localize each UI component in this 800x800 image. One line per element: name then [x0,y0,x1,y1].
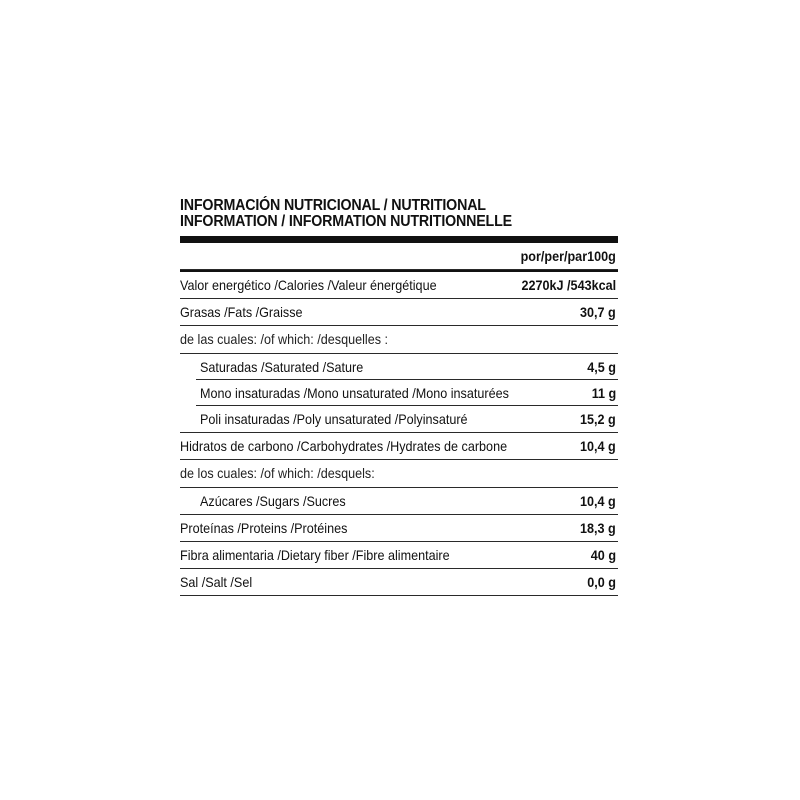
nutrient-row-carbs-of-which [180,460,618,487]
nutrient-row-energy [180,272,618,299]
nutrient-value: 2270kJ /543kcal [521,277,616,293]
nutrient-label: de las cuales: /of which: /desquelles : [180,331,389,347]
nutrient-value: 30,7 g [580,304,616,320]
label-title-line-2: INFORMATION / INFORMATION NUTRITIONNELLE [180,213,512,230]
nutrient-label: Saturadas /Saturated /Sature [200,359,364,375]
nutrient-label: Azúcares /Sugars /Sucres [200,493,346,509]
nutrient-value: 4,5 g [587,359,616,375]
column-header-row [180,243,618,270]
nutrient-row-fats [180,299,618,326]
nutrient-row-carbohydrates [180,433,618,460]
nutrient-value: 11 g [591,385,616,401]
nutrition-label [180,198,618,596]
nutrient-row-mono-unsaturated [180,380,618,406]
nutrient-label: Valor energético /Calories /Valeur énergétique [180,277,437,293]
nutrient-label: Hidratos de carbono /Carbohydrates /Hydrates de carbone [180,438,508,454]
nutrient-label: Fibra alimentaria /Dietary fiber /Fibre alimentaire [180,547,450,563]
title-divider [180,236,618,243]
nutrient-row-salt [180,569,618,596]
nutrient-label: Proteínas /Proteins /Protéines [180,520,348,536]
nutrient-label: Mono insaturadas /Mono unsaturated /Mono insaturées [200,385,509,401]
nutrient-label: Sal /Salt /Sel [180,574,253,590]
per-100g-header: por/per/par100g [520,248,616,264]
nutrient-value: 15,2 g [580,411,616,427]
nutrient-label: Grasas /Fats /Graisse [180,304,303,320]
nutrient-row-sugars [180,487,618,515]
nutrient-row-fats-of-which [180,326,618,353]
nutrient-value: 18,3 g [580,520,616,536]
nutrient-value: 0,0 g [587,574,616,590]
nutrient-row-fiber [180,542,618,569]
nutrient-row-proteins [180,515,618,542]
nutrient-value: 40 g [590,547,616,563]
nutrient-row-saturated [180,353,618,380]
label-title-line-1: INFORMACIÓN NUTRICIONAL / NUTRITIONAL [180,197,486,214]
nutrient-row-poly-unsaturated [180,406,618,433]
nutrient-value: 10,4 g [580,493,616,509]
nutrient-label: Poli insaturadas /Poly unsaturated /Polyinsaturé [200,411,468,427]
nutrient-label: de los cuales: /of which: /desquels: [180,465,375,481]
nutrient-value: 10,4 g [580,438,616,454]
